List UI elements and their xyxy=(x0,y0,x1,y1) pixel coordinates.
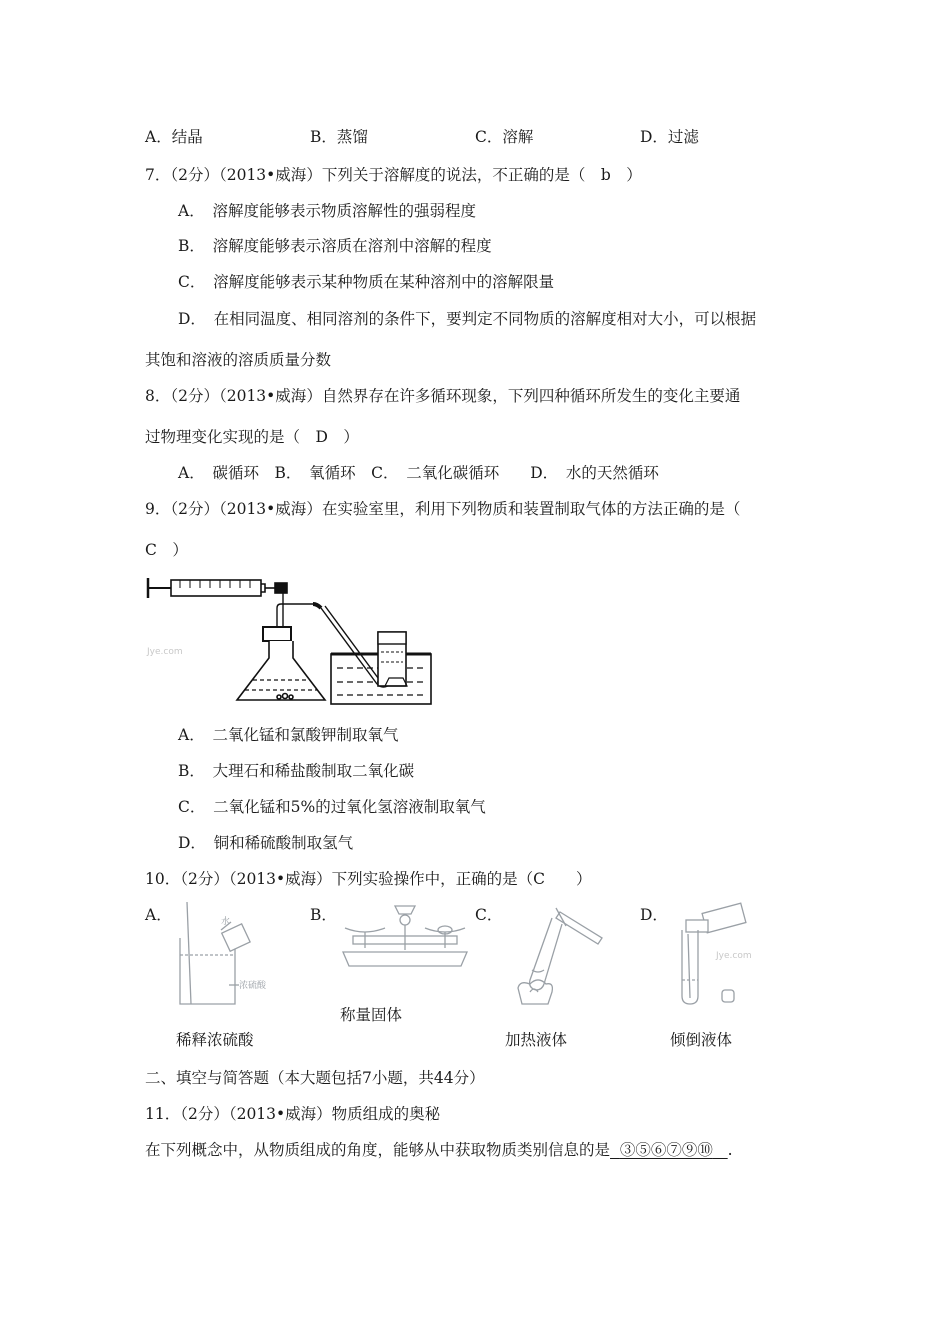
q7-option-b: B． 溶解度能够表示溶质在溶剂中溶解的程度 xyxy=(178,237,492,255)
fig-a-label-acid: 浓硫酸 xyxy=(239,981,267,991)
q10-letter-a: A． xyxy=(145,906,172,924)
q10-caption-c: 加热液体 xyxy=(505,1031,568,1049)
q10-letter-b: B． xyxy=(310,906,337,924)
fig-a-label-water: 水 xyxy=(221,917,231,927)
q11-line-prefix: 在下列概念中，从物质组成的角度，能够从中获取物质类别信息的是 xyxy=(145,1141,611,1159)
q6-option-a: A．结晶 xyxy=(145,128,203,146)
q11-stem: 11．（2分）（2013•威海）物质组成的奥秘 xyxy=(145,1105,441,1123)
q8-options: A． 碳循环 B． 氧循环 C． 二氧化碳循环 D． 水的天然循环 xyxy=(178,464,659,482)
q9-apparatus-figure xyxy=(145,572,435,707)
svg-text:Jye.com: Jye.com xyxy=(716,951,752,961)
q6-option-d: D．过滤 xyxy=(640,128,699,146)
q11-answer: ③⑤⑥⑦⑨⑩ xyxy=(619,1141,713,1159)
q9-option-d: D． 铜和稀硫酸制取氢气 xyxy=(178,834,354,852)
q7-option-d: D． 在相同温度、相同溶剂的条件下，要判定不同物质的溶解度相对大小，可以根据 xyxy=(178,310,757,328)
svg-text:Jye.com: Jye.com xyxy=(147,647,183,657)
q10-letter-d: D． xyxy=(640,906,668,924)
q9-option-b: B． 大理石和稀盐酸制取二氧化碳 xyxy=(178,762,415,780)
q7-option-d-continued: 其饱和溶液的溶质质量分数 xyxy=(145,351,332,369)
q9-stem-line1: 9．（2分）（2013•威海）在实验室里，利用下列物质和装置制取气体的方法正确的是（ xyxy=(145,500,741,518)
section-2-heading: 二、填空与简答题（本大题包括7小题，共44分） xyxy=(145,1069,485,1087)
q8-stem-line1: 8．（2分）（2013•威海）自然界存在许多循环现象，下列四种循环所发生的变化主要通 xyxy=(145,387,741,405)
q10-figure-b xyxy=(335,900,475,975)
q10-stem: 10．（2分）（2013•威海）下列实验操作中，正确的是（C ） xyxy=(145,870,592,888)
q9-option-c: C． 二氧化锰和5%的过氧化氢溶液制取氧气 xyxy=(178,798,486,816)
q10-caption-b: 称量固体 xyxy=(340,1006,403,1024)
q7-option-c: C． 溶解度能够表示某种物质在某种溶剂中的溶解限量 xyxy=(178,273,555,291)
q10-letter-c: C． xyxy=(475,906,503,924)
q10-figure-a xyxy=(165,900,285,1010)
q8-stem-line2: 过物理变化实现的是（ D ） xyxy=(145,428,359,446)
q9-option-a: A． 二氧化锰和氯酸钾制取氧气 xyxy=(178,726,399,744)
q10-caption-d: 倾倒液体 xyxy=(670,1031,733,1049)
q11-line-suffix: . xyxy=(727,1141,733,1159)
q6-option-b: B．蒸馏 xyxy=(310,128,368,146)
q7-stem: 7．（2分）（2013•威海）下列关于溶解度的说法，不正确的是（ b ） xyxy=(145,166,642,184)
q10-caption-a: 稀释浓硫酸 xyxy=(176,1031,254,1049)
q10-figure-d xyxy=(660,900,780,1010)
q10-figure-c xyxy=(500,900,620,1010)
q6-option-c: C．溶解 xyxy=(475,128,534,146)
q9-stem-line2: C ） xyxy=(145,541,188,559)
q7-option-a: A． 溶解度能够表示物质溶解性的强弱程度 xyxy=(178,202,476,220)
q11-line xyxy=(145,1140,733,1160)
